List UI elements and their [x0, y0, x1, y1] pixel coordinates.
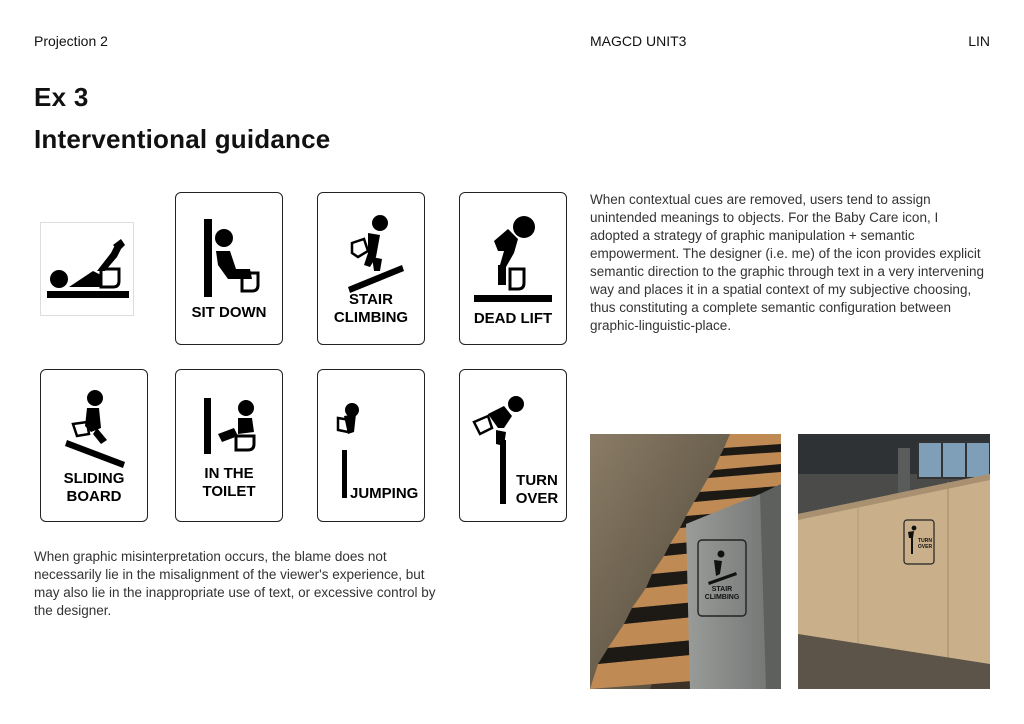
card-label: JUMPING	[350, 485, 419, 502]
stair-photo	[590, 434, 781, 689]
page-title: Interventional guidance	[34, 124, 331, 154]
description-right: When contextual cues are removed, users tend to assign unintended meanings to objects. For the Baby Care icon, I adopted a strategy of graphic manipulation + semantic empowerment. The designer (i.e. me) of the icon provides explicit semantic direction to the graphic through text in a very intervening way and places it in a spatial context of my subjective choosing, thus constituting a complete semantic configuration between graphic-linguistic-place.	[590, 192, 984, 333]
card-label: DEAD LIFT	[473, 310, 553, 327]
card-label: STAIR CLIMBING	[333, 291, 409, 326]
card-dead-lift	[459, 192, 567, 345]
header-right: LIN	[968, 33, 990, 49]
card-label: IN THE TOILET	[202, 465, 256, 500]
baby-care-icon	[40, 222, 134, 316]
header-center: MAGCD UNIT3	[590, 33, 687, 49]
card-stair-climbing	[317, 192, 425, 345]
card-sliding-board	[40, 369, 148, 522]
card-label: TURN OVER	[515, 472, 559, 507]
card-sit-down	[175, 192, 283, 345]
card-in-the-toilet	[175, 369, 283, 522]
card-label: SIT DOWN	[191, 304, 267, 321]
card-label: SLIDING BOARD	[63, 470, 125, 505]
card-jumping	[317, 369, 425, 522]
header-left: Projection 2	[34, 33, 108, 49]
wall-photo-sign-label: TURN OVER	[917, 538, 933, 550]
wall-photo	[798, 434, 990, 689]
page-title-ex: Ex 3	[34, 82, 89, 112]
card-turn-over	[459, 369, 567, 522]
stair-photo-sign-label: STAIR CLIMBING	[704, 586, 740, 601]
description-left: When graphic misinterpretation occurs, the blame does not necessarily lie in the misalignment of the viewer's experience, but may also lie in the inappropriate use of text, or excessive control by the designer.	[34, 549, 436, 618]
